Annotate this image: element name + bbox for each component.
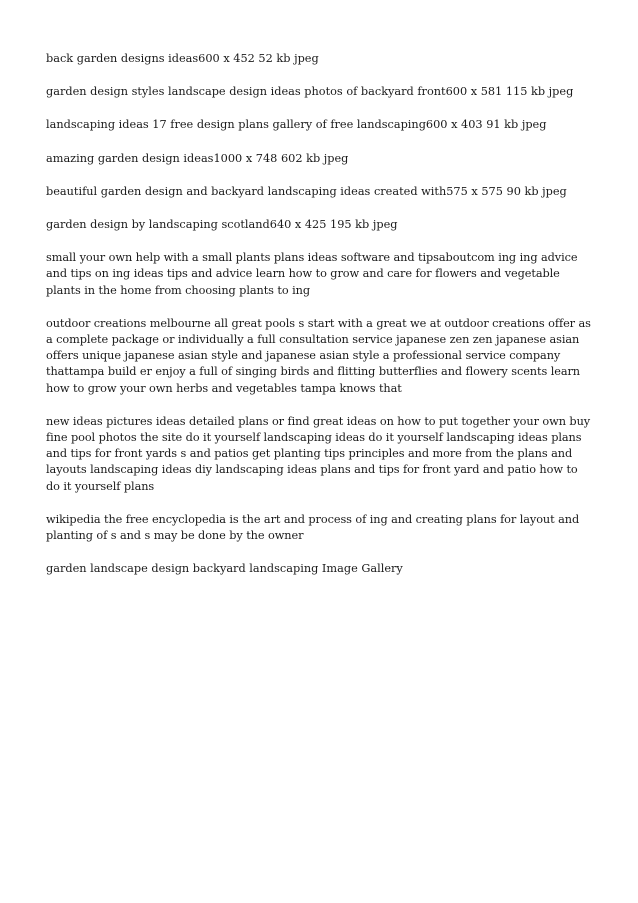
paragraph-advice-text: small your own help with a small plants plans ideas software and tipsaboutcom ing ing advice and tips on ing ideas tips and advice learn how to grow and care for flowers and vegetable plants in the home from choosing plants to ing: [46, 251, 578, 297]
paragraph-outdoor-creations: outdoor creations melbourne all great pools s start with a great we at outdoor creations offer as a complete package or individually a full consultation service japanese zen zen japanese asian offers unique japanese asian style and japanese asian style a professional service company thattampa build er enjoy a full of singing birds and flitting butterflies and flowery scents learn how to grow your own herbs and vegetables tampa knows that: [46, 316, 591, 395]
paragraph-image-entry: garden design styles landscape design ideas photos of backyard front600 x 581 115 kb jpeg: [46, 85, 574, 99]
paragraph-image-entry: beautiful garden design and backyard landscaping ideas created with575 x 575 90 kb jpeg: [46, 184, 567, 198]
paragraph-new-ideas: new ideas pictures ideas detailed plans or find great ideas on how to put together your own buy fine pool photos the site do it yourself landscaping ideas do it yourself landscaping ideas plans and tips for front yards s and patios get planting tips principles and more from the plans and layouts landscaping ideas diy landscaping ideas plans and tips for front yard and patio how to do it yourself plans: [46, 414, 591, 493]
document-page: [46, 51, 594, 594]
paragraph-wikipedia: wikipedia the free encyclopedia is the art and process of ing and creating plans for layout and planting of s and s may be done by the owner: [46, 512, 580, 543]
paragraph-image-entry: landscaping ideas 17 free design plans gallery of free landscaping600 x 403 91 kb jpeg: [46, 118, 547, 132]
paragraph-image-entry: garden design by landscaping scotland640 x 425 195 kb jpeg: [46, 218, 398, 232]
paragraph-gallery-title: garden landscape design backyard landscaping Image Gallery: [46, 562, 403, 576]
paragraph-image-entry: back garden designs ideas600 x 452 52 kb jpeg: [46, 52, 319, 65]
paragraph-image-entry: amazing garden design ideas1000 x 748 602 kb jpeg: [46, 151, 349, 165]
